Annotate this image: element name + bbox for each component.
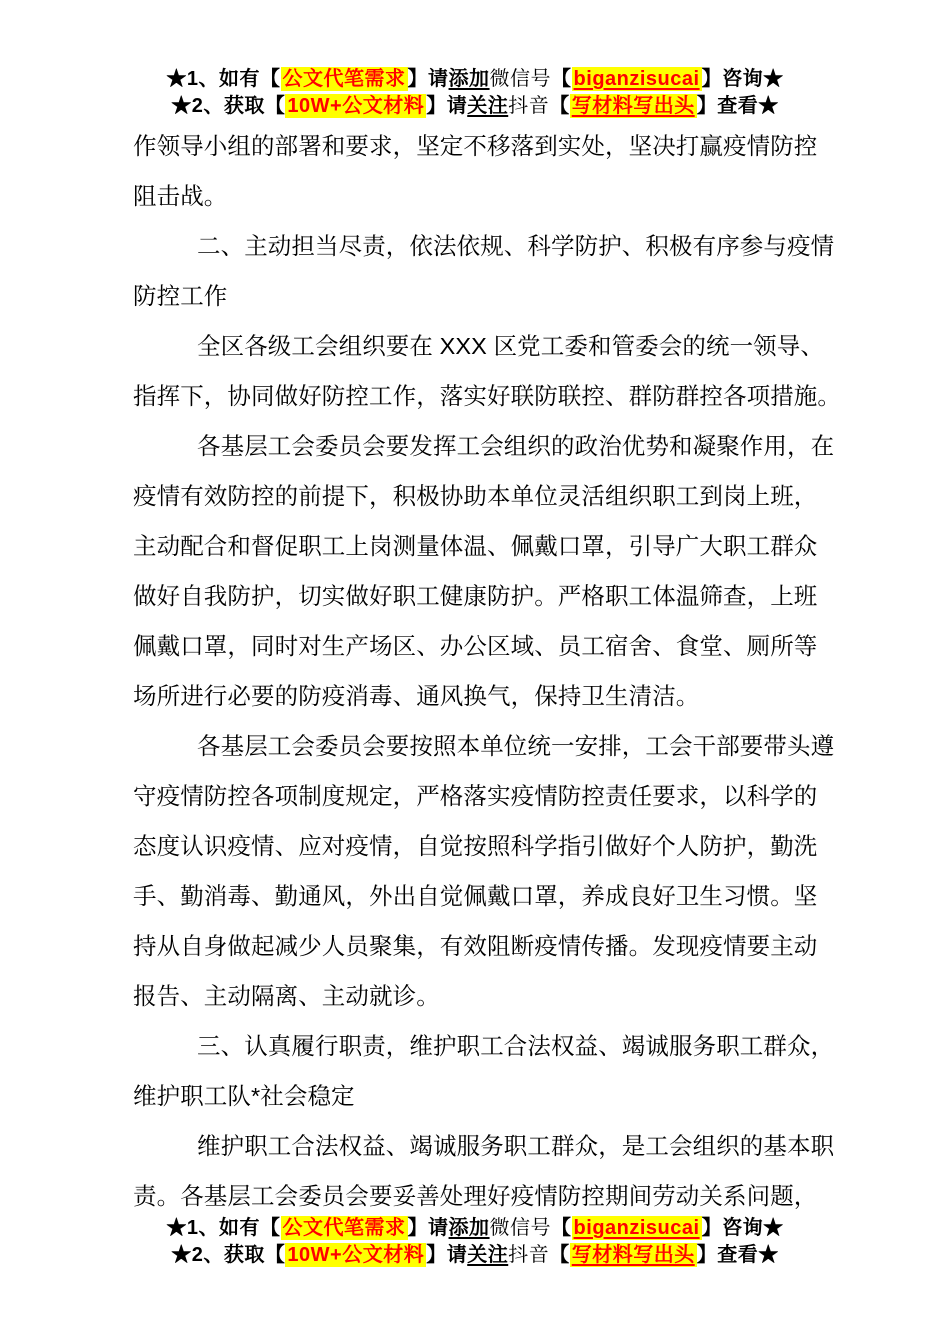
banner-text: 】咨询★	[701, 68, 784, 90]
body-line: 防控工作	[133, 283, 228, 309]
body-line: 三、认真履行职责，维护职工合法权益、竭诚服务职工群众，	[197, 1033, 835, 1059]
highlighted-phrase: 写材料写出头	[571, 95, 695, 117]
banner-text: 】查看★	[696, 1244, 779, 1266]
banner-text: 添加	[448, 1217, 490, 1239]
body-line: 报告、主动隔离、主动就诊。	[133, 983, 440, 1009]
document-body	[133, 121, 845, 1221]
body-line: 疫情有效防控的前提下，积极协助本单位灵活组织职工到岗上班，	[133, 483, 818, 509]
promo-banner-bottom	[0, 1215, 950, 1269]
banner-text: 微信号	[489, 1217, 552, 1239]
banner-text: 】咨询★	[701, 1217, 784, 1239]
banner-text: 】请	[426, 95, 468, 117]
banner-line-1	[0, 1215, 950, 1242]
banner-text: ★2、获取【	[171, 1244, 286, 1266]
body-line: 作领导小组的部署和要求，坚定不移落到实处，坚决打赢疫情防控	[133, 133, 818, 159]
banner-text: ★2、获取【	[171, 95, 286, 117]
banner-line-2	[0, 1242, 950, 1269]
banner-text: ★1、如有【	[166, 68, 281, 90]
banner-text: 抖音	[508, 95, 550, 117]
banner-text: 添加	[448, 68, 490, 90]
body-line: 全区各级工会组织要在 XXX 区党工委和管委会的统一领导、	[197, 333, 824, 359]
banner-text: 微信号	[489, 68, 552, 90]
banner-text: 关注	[467, 95, 509, 117]
highlighted-phrase: biganzisucai	[573, 68, 700, 90]
promo-banner-top	[0, 66, 950, 120]
highlighted-phrase: biganzisucai	[573, 1217, 700, 1239]
body-line: 佩戴口罩，同时对生产场区、办公区域、员工宿舍、食堂、厕所等	[133, 633, 818, 659]
banner-line-1	[0, 66, 950, 93]
highlighted-phrase: 公文代笔需求	[282, 1217, 406, 1239]
body-line: 二、主动担当尽责，依法依规、科学防护、积极有序参与疫情	[197, 233, 835, 259]
body-line: 责。各基层工会委员会要妥善处理好疫情防控期间劳动关系问题，	[133, 1183, 818, 1209]
body-line: 持从自身做起减少人员聚集，有效阻断疫情传播。发现疫情要主动	[133, 933, 818, 959]
highlighted-phrase: 10W+公文材料	[287, 1244, 425, 1266]
banner-text: 【	[551, 68, 572, 90]
highlighted-phrase: 公文代笔需求	[282, 68, 406, 90]
banner-text: 【	[551, 1217, 572, 1239]
banner-text: 】请	[426, 1244, 468, 1266]
body-line: 手、勤消毒、勤通风，外出自觉佩戴口罩，养成良好卫生习惯。坚	[133, 883, 818, 909]
body-line: 守疫情防控各项制度规定，严格落实疫情防控责任要求，以科学的	[133, 783, 818, 809]
body-line: 态度认识疫情、应对疫情，自觉按照科学指引做好个人防护，勤洗	[133, 833, 818, 859]
highlighted-phrase: 写材料写出头	[571, 1244, 695, 1266]
banner-text: 关注	[467, 1244, 509, 1266]
banner-text: 】查看★	[696, 95, 779, 117]
body-line: 主动配合和督促职工上岗测量体温、佩戴口罩，引导广大职工群众	[133, 533, 818, 559]
body-line: 做好自我防护，切实做好职工健康防护。严格职工体温筛查，上班	[133, 583, 818, 609]
banner-text: 【	[549, 1244, 570, 1266]
banner-text: 】请	[407, 68, 449, 90]
banner-text: 抖音	[508, 1244, 550, 1266]
body-line: 维护职工队*社会稳定	[133, 1083, 355, 1109]
banner-text: ★1、如有【	[166, 1217, 281, 1239]
body-line: 场所进行必要的防疫消毒、通风换气，保持卫生清洁。	[133, 683, 700, 709]
body-line: 各基层工会委员会要按照本单位统一安排，工会干部要带头遵	[197, 733, 835, 759]
body-line: 阻击战。	[133, 183, 228, 209]
banner-text: 】请	[407, 1217, 449, 1239]
body-line: 指挥下，协同做好防控工作，落实好联防联控、群防群控各项措施。	[133, 383, 841, 409]
body-line: 维护职工合法权益、竭诚服务职工群众，是工会组织的基本职	[197, 1133, 835, 1159]
banner-text: 【	[549, 95, 570, 117]
banner-line-2	[0, 93, 950, 120]
body-line: 各基层工会委员会要发挥工会组织的政治优势和凝聚作用，在	[197, 433, 835, 459]
highlighted-phrase: 10W+公文材料	[287, 95, 425, 117]
